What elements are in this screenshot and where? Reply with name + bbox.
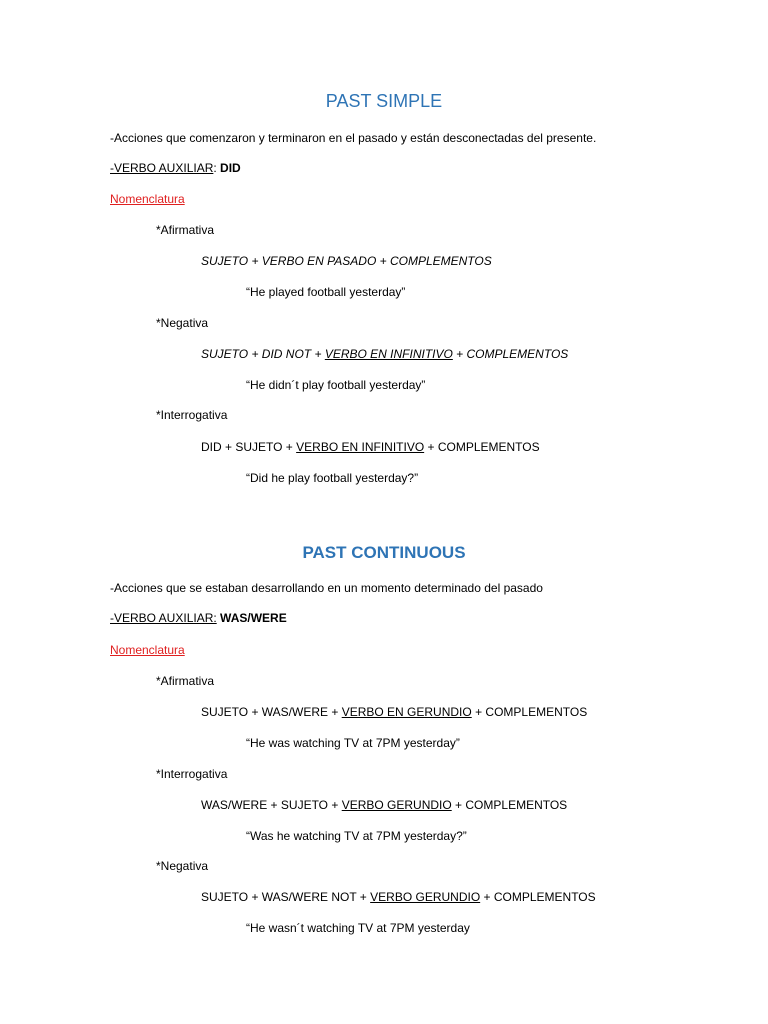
past-simple-nomenclatura: Nomenclatura: [110, 192, 185, 206]
past-simple-afirmativa-example: “He played football yesterday”: [246, 285, 406, 299]
past-continuous-auxiliary: [110, 610, 287, 626]
formula-underlined: VERBO EN GERUNDIO: [341, 705, 472, 719]
formula-underlined: VERBO EN INFINITIVO: [296, 440, 425, 454]
formula-part: + COMPLEMENTOS: [424, 440, 540, 454]
past-continuous-negativa-example: “He wasn´t watching TV at 7PM yesterday: [246, 921, 470, 935]
past-continuous-interrogativa-heading: *Interrogativa: [156, 767, 228, 781]
past-continuous-interrogativa-example: “Was he watching TV at 7PM yesterday?”: [246, 829, 467, 843]
past-simple-interrogativa-example: “Did he play football yesterday?”: [246, 471, 419, 485]
past-simple-afirmativa-formula: SUJETO + VERBO EN PASADO + COMPLEMENTOS: [201, 254, 492, 268]
past-continuous-negativa-heading: *Negativa: [156, 859, 209, 873]
aux-value: WAS/WERE: [220, 611, 287, 625]
formula-part: DID + SUJETO +: [201, 440, 297, 454]
aux-label: -VERBO AUXILIAR: [110, 161, 214, 175]
formula-part: + COMPLEMENTOS: [480, 890, 596, 904]
past-simple-interrogativa-formula: [201, 439, 540, 455]
past-simple-negativa-formula: [201, 346, 568, 362]
past-simple-negativa-example: “He didn´t play football yesterday”: [246, 378, 426, 392]
past-continuous-afirmativa-example: “He was watching TV at 7PM yesterday”: [246, 736, 460, 750]
aux-label: -VERBO AUXILIAR:: [110, 611, 217, 625]
formula-part: + COMPLEMENTOS: [471, 705, 588, 719]
past-continuous-afirmativa-heading: *Afirmativa: [156, 674, 215, 688]
formula-part: WAS/WERE + SUJETO +: [201, 798, 342, 812]
formula-underlined: VERBO GERUNDIO: [370, 890, 481, 904]
past-continuous-interrogativa-formula: [201, 797, 567, 813]
past-continuous-nomenclatura: Nomenclatura: [110, 643, 185, 657]
formula-part: SUJETO + DID NOT +: [201, 347, 325, 361]
past-simple-negativa-heading: *Negativa: [156, 316, 209, 330]
formula-underlined: VERBO EN INFINITIVO: [324, 347, 453, 361]
past-continuous-afirmativa-formula: [201, 704, 587, 720]
formula-part: + COMPLEMENTOS: [451, 798, 568, 812]
formula-part: + COMPLEMENTOS: [452, 347, 569, 361]
past-simple-description: -Acciones que comenzaron y terminaron en el pasado y están desconectadas del presente.: [110, 131, 597, 145]
past-continuous-title: PAST CONTINUOUS: [302, 543, 466, 562]
formula-underlined: VERBO GERUNDIO: [341, 798, 452, 812]
formula-part: SUJETO + WAS/WERE +: [201, 705, 342, 719]
past-simple-auxiliary: [110, 160, 241, 176]
aux-sep: :: [213, 161, 221, 175]
past-simple-interrogativa-heading: *Interrogativa: [156, 408, 228, 422]
past-simple-afirmativa-heading: *Afirmativa: [156, 223, 215, 237]
past-simple-title: PAST SIMPLE: [325, 91, 443, 111]
past-continuous-negativa-formula: [201, 889, 596, 905]
aux-value: DID: [220, 161, 241, 175]
past-continuous-description: -Acciones que se estaban desarrollando en un momento determinado del pasado: [110, 581, 543, 595]
formula-part: SUJETO + WAS/WERE NOT +: [201, 890, 371, 904]
